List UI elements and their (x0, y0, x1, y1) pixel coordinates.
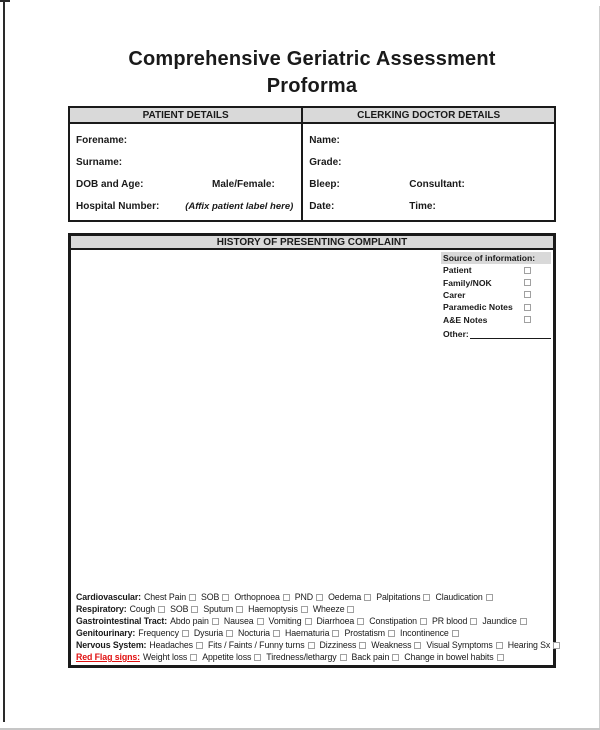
symptom-checkbox[interactable] (254, 654, 261, 661)
symptom-label: Back pain (351, 652, 390, 662)
symptom-label: Dysuria (193, 628, 224, 638)
details-table (68, 106, 556, 222)
forename-row (76, 135, 295, 157)
consultant-label: Consultant: (409, 179, 465, 190)
system-category-label: Respiratory: (76, 604, 127, 614)
source-options (441, 264, 551, 326)
symptom-checkbox[interactable] (332, 630, 339, 637)
symptom-label: Chest Pain (144, 592, 187, 602)
dob-sex-row (76, 179, 295, 201)
symptom-checkbox[interactable] (414, 642, 421, 649)
symptom-checkbox[interactable] (347, 606, 354, 613)
symptom-checkbox[interactable] (364, 594, 371, 601)
source-option-row (441, 264, 551, 276)
doctor-grade-row (309, 157, 548, 179)
symptom-label: Visual Symptoms (426, 640, 493, 650)
symptom-label: Appetite loss (202, 652, 252, 662)
affix-patient-label-note: (Affix patient label here) (185, 201, 294, 212)
symptom-label: Wheeze (312, 604, 345, 614)
scan-edge-top (0, 0, 10, 2)
doctor-details-body (303, 124, 554, 223)
symptom-checkbox[interactable] (212, 618, 219, 625)
symptom-checkbox[interactable] (340, 654, 347, 661)
symptom-label: PND (294, 592, 314, 602)
system-category-label: Genitourinary: (76, 628, 136, 638)
source-option-checkbox[interactable] (524, 279, 531, 286)
symptom-checkbox[interactable] (196, 642, 203, 649)
source-option-row (441, 289, 551, 301)
page-title-line2: Proforma (266, 75, 358, 97)
symptom-label: Claudication (435, 592, 483, 602)
source-option-checkbox[interactable] (524, 316, 531, 323)
source-option-checkbox[interactable] (524, 291, 531, 298)
symptom-label: Frequency (138, 628, 179, 638)
symptom-label: Tiredness/lethargy (266, 652, 337, 662)
symptom-label: Nausea (223, 616, 254, 626)
doctor-name-row (309, 135, 548, 157)
symptom-checkbox[interactable] (308, 642, 315, 649)
symptom-label: Weight loss (143, 652, 188, 662)
page-title (68, 46, 556, 100)
source-option-row (441, 301, 551, 313)
symptom-label: Prostatism (344, 628, 386, 638)
symptom-checkbox[interactable] (283, 594, 290, 601)
symptom-label: Nocturia (238, 628, 270, 638)
symptom-label: Orthopnoea (234, 592, 280, 602)
symptom-label: Diarrhoea (316, 616, 355, 626)
symptom-checkbox[interactable] (257, 618, 264, 625)
system-review-line (76, 651, 551, 663)
symptom-checkbox[interactable] (158, 606, 165, 613)
symptom-label: Weakness (371, 640, 412, 650)
symptom-label: Constipation (369, 616, 417, 626)
symptom-checkbox[interactable] (359, 642, 366, 649)
system-review-line (76, 591, 551, 603)
history-header: HISTORY OF PRESENTING COMPLAINT (71, 236, 553, 250)
system-review-line (76, 615, 551, 627)
symptom-checkbox[interactable] (452, 630, 459, 637)
source-option-row (441, 276, 551, 288)
symptom-label: Haemoptysis (248, 604, 298, 614)
symptom-label: Oedema (328, 592, 362, 602)
symptom-checkbox[interactable] (392, 654, 399, 661)
symptom-label: Abdo pain (170, 616, 209, 626)
symptom-checkbox[interactable] (191, 606, 198, 613)
source-option-label: Paramedic Notes (443, 302, 513, 313)
date-label: Date: (309, 201, 335, 212)
source-other-writein-line[interactable] (470, 330, 551, 339)
symptom-checkbox[interactable] (222, 594, 229, 601)
symptom-checkbox[interactable] (388, 630, 395, 637)
symptom-label: Palpitations (376, 592, 421, 602)
symptom-label: Change in bowel habits (404, 652, 494, 662)
symptom-checkbox[interactable] (301, 606, 308, 613)
male-female-label: Male/Female: (212, 179, 275, 190)
source-option-label: A&E Notes (443, 314, 488, 325)
symptom-checkbox[interactable] (423, 594, 430, 601)
symptom-label: Vomiting (268, 616, 302, 626)
source-option-checkbox[interactable] (524, 267, 531, 274)
symptom-label: Jaundice (482, 616, 517, 626)
system-review-line (76, 627, 551, 639)
time-label: Time: (409, 201, 436, 212)
system-category-label: Cardiovascular: (76, 592, 141, 602)
symptom-label: Sputum (203, 604, 234, 614)
source-of-information-title: Source of information: (441, 252, 551, 264)
doctor-name-label: Name: (309, 135, 340, 146)
bleep-consultant-row (309, 179, 548, 201)
symptom-checkbox[interactable] (496, 642, 503, 649)
system-review-line (76, 603, 551, 615)
symptom-checkbox[interactable] (497, 654, 504, 661)
date-time-row (309, 201, 548, 223)
symptom-checkbox[interactable] (357, 618, 364, 625)
symptom-checkbox[interactable] (316, 594, 323, 601)
patient-details-body (70, 124, 301, 223)
symptom-label: PR blood (431, 616, 468, 626)
symptom-checkbox[interactable] (182, 630, 189, 637)
patient-details-header: PATIENT DETAILS (70, 108, 301, 124)
source-option-row (441, 314, 551, 326)
dob-age-label: DOB and Age: (76, 179, 144, 190)
symptom-label: Dizziness (319, 640, 357, 650)
doctor-details-header: CLERKING DOCTOR DETAILS (303, 108, 554, 124)
systems-review (76, 591, 551, 663)
history-section (68, 233, 556, 668)
source-other-row (441, 326, 551, 339)
patient-details-column (70, 108, 303, 220)
symptom-checkbox[interactable] (520, 618, 527, 625)
surname-label: Surname: (76, 157, 123, 168)
symptom-checkbox[interactable] (305, 618, 312, 625)
doctor-grade-label: Grade: (309, 157, 342, 168)
hospital-number-label: Hospital Number: (76, 201, 160, 212)
source-of-information (441, 252, 551, 339)
source-option-checkbox[interactable] (524, 304, 531, 311)
scan-edge-left (3, 0, 5, 722)
source-option-label: Patient (443, 265, 472, 276)
symptom-label: Headaches (149, 640, 193, 650)
symptom-checkbox[interactable] (486, 594, 493, 601)
symptom-label: Cough (129, 604, 156, 614)
history-writing-area (71, 252, 553, 665)
symptom-checkbox[interactable] (553, 642, 560, 649)
symptom-label: SOB (170, 604, 189, 614)
system-review-line (76, 639, 551, 651)
symptom-checkbox[interactable] (189, 594, 196, 601)
symptom-label: Haematuria (284, 628, 330, 638)
red-flag-category-label: Red Flag signs: (76, 652, 140, 662)
page-title-line1: Comprehensive Geriatric Assessment (128, 48, 496, 70)
bleep-label: Bleep: (309, 179, 340, 190)
symptom-label: Fits / Faints / Funny turns (207, 640, 305, 650)
symptom-label: SOB (201, 592, 220, 602)
doctor-details-column (303, 108, 554, 220)
symptom-checkbox[interactable] (470, 618, 477, 625)
surname-row (76, 157, 295, 179)
forename-label: Forename: (76, 135, 128, 146)
system-category-label: Gastrointestinal Tract: (76, 616, 168, 626)
symptom-checkbox[interactable] (420, 618, 427, 625)
symptom-label: Hearing Sx (507, 640, 551, 650)
symptom-checkbox[interactable] (236, 606, 243, 613)
symptom-checkbox[interactable] (190, 654, 197, 661)
symptom-checkbox[interactable] (273, 630, 280, 637)
source-option-label: Carer (443, 289, 466, 300)
system-category-label: Nervous System: (76, 640, 147, 650)
source-option-label: Family/NOK (443, 277, 492, 288)
symptom-label: Incontinence (400, 628, 449, 638)
source-other-label: Other: (443, 328, 469, 339)
hospital-number-row (76, 201, 295, 223)
symptom-checkbox[interactable] (226, 630, 233, 637)
